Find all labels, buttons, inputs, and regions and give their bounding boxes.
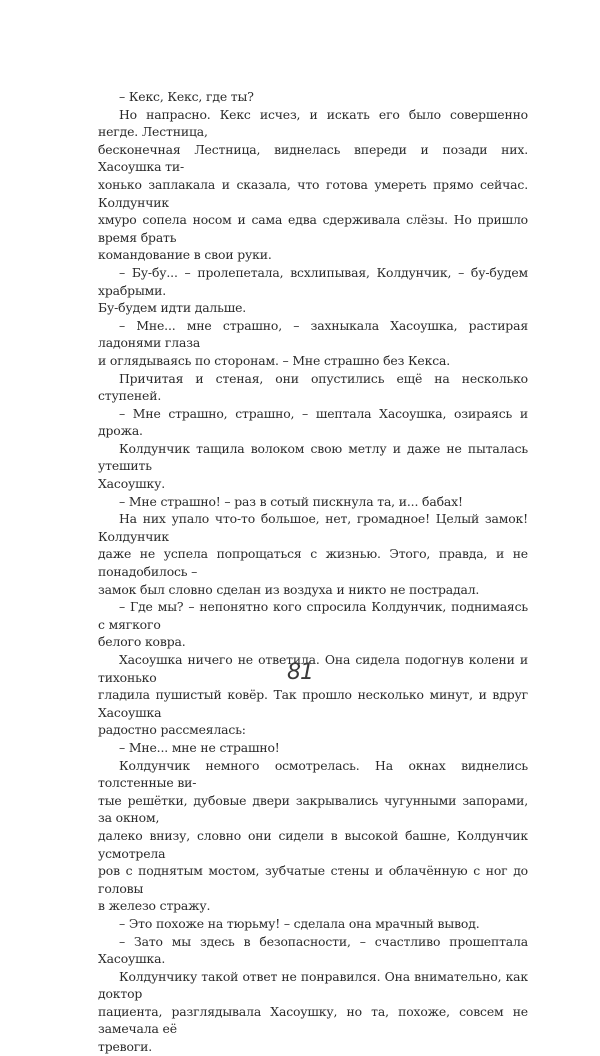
paragraph: Колдунчику такой ответ не понравился. Она внимательно, как доктор пациента, разглядывала Хасоушку, но та, похоже, совсем не замечала её тревоги.	[98, 968, 528, 1055]
paragraph: Колдунчик тащила волоком свою метлу и даже не пыталась утешить Хасоушку.	[98, 440, 528, 492]
paragraph: Но напрасно. Кекс исчез, и искать его было совершенно негде. Лестница, бесконечная Лестница, виднелась впереди и позади них. Хасоушка ти- хонько заплакала и сказала, что готова умереть прямо сейчас. Колдунчик хмуро сопела носом и сама едва сдерживала слёзы. Но пришло время брать командование в свои руки.	[98, 106, 528, 263]
paragraph: – Мне страшно! – раз в сотый пискнула та, и... бабах!	[119, 493, 463, 509]
paragraph: – Бу-бу... – пролепетала, всхлипывая, Колдунчик, – бу-будем храбрыми. Бу-будем идти дальше.	[98, 264, 528, 316]
page-number: 81	[287, 660, 313, 685]
paragraph: – Мне страшно, страшно, – шептала Хасоушка, озираясь и дрожа.	[98, 405, 528, 439]
paragraph: – Кекс, Кекс, где ты?	[119, 89, 254, 104]
paragraph: – Мне... мне не страшно!	[119, 739, 280, 755]
paragraph: – Где мы? – непонятно кого спросила Колдунчик, поднимаясь с мягкого белого ковра.	[98, 599, 528, 650]
paragraph: Хасоушка ничего не ответила. Она сидела подогнув колени и тихонько гладила пушистый ковёр. Так прошло несколько минут, и вдруг Хасоушка радостно рассмеялась:	[98, 652, 528, 738]
paragraph: – Мне... мне страшно, – захныкала Хасоушка, растирая ладонями глаза и оглядываясь по сторонам. – Мне страшно без Кекса.	[98, 317, 528, 368]
body-text	[98, 88, 528, 1056]
paragraph: На них упало что-то большое, нет, громадное! Целый замок! Колдунчик даже не успела попрощаться с жизнью. Этого, правда, и не понадобилось – замок был словно сделан из воздуха и никто не пострадал.	[98, 511, 528, 597]
paragraph: – Это похоже на тюрьму! – сделала она мрачный вывод.	[119, 915, 480, 931]
paragraph: – Зато мы здесь в безопасности, – счастливо прошептала Хасоушка.	[98, 933, 528, 967]
paragraph: Причитая и стеная, они опустились ещё на несколько ступеней.	[98, 370, 528, 404]
paragraph: Колдунчик немного осмотрелась. На окнах виднелись толстенные ви- тые решётки, дубовые двери закрывались чугунными запорами, за окном, далеко внизу, словно они сидели в высокой башне, Колдунчик усмотрела ров с поднятым мостом, зубчатые стены и облачённую с ног до головы в железо стражу.	[98, 757, 528, 914]
